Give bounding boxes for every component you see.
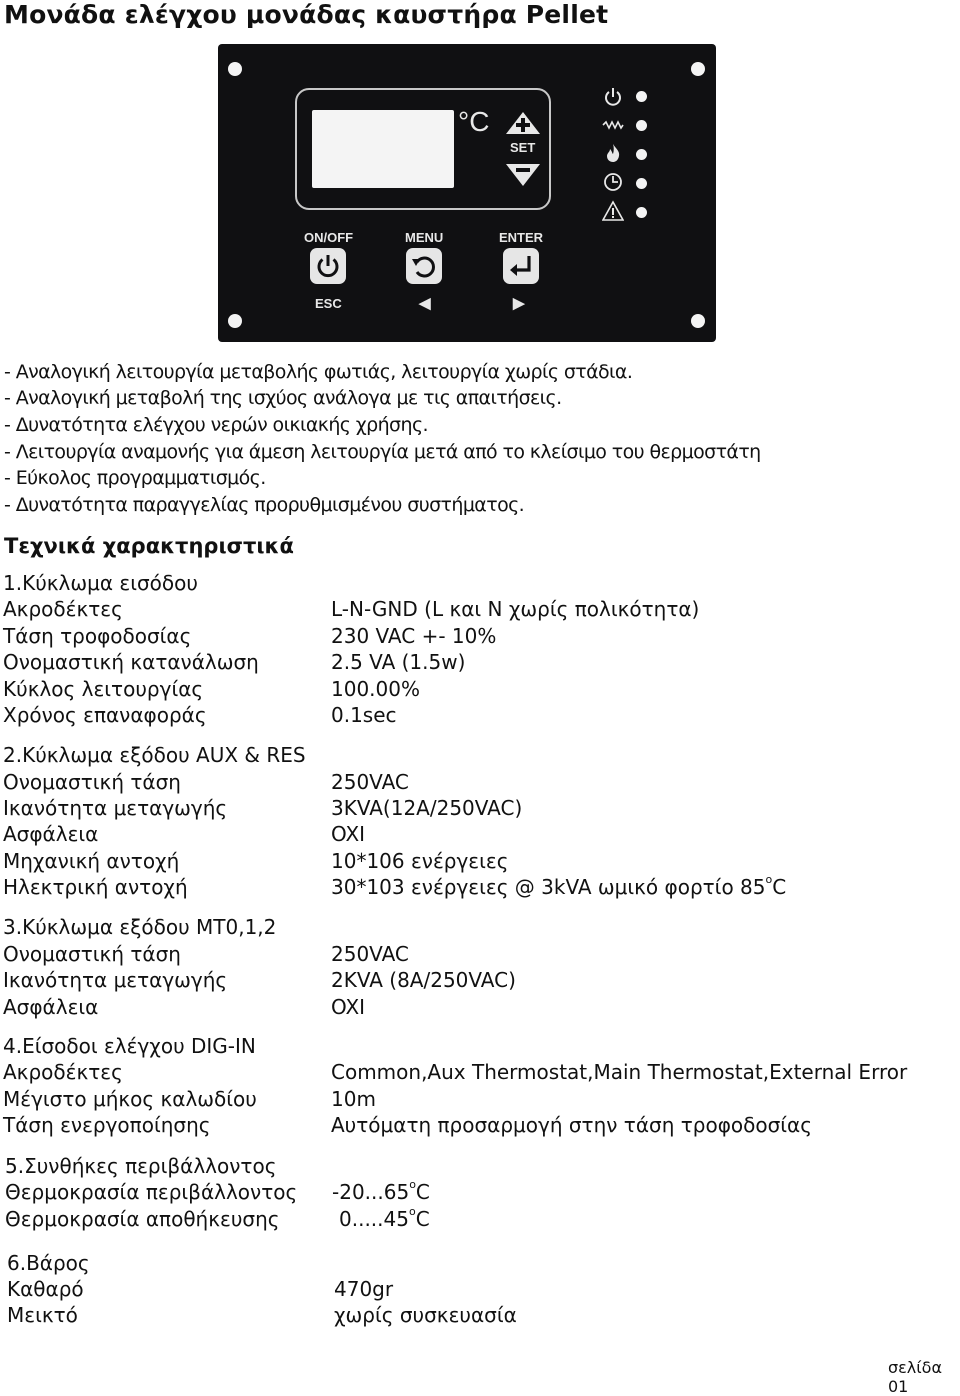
spec-label: Ικανότητα μεταγωγής <box>3 796 228 820</box>
enter-label: ENTER <box>499 230 544 245</box>
clock-icon <box>602 171 624 193</box>
feature-item: - Εύκολος προγραμματισμός. <box>4 467 266 489</box>
indicator-led <box>636 149 647 160</box>
right-arrow-icon: ▶ <box>513 295 525 312</box>
spec-value: 100.00% <box>331 677 420 701</box>
page-number: σελίδα 01 <box>888 1358 943 1396</box>
spec-label: Τάση τροφοδοσίας <box>3 624 192 648</box>
flame-icon <box>602 142 624 164</box>
spec-value <box>331 875 786 899</box>
spec-value: 0.1sec <box>331 703 397 727</box>
feature-item: - Αναλογική μεταβολή της ισχύος ανάλογα με τις απαιτήσεις. <box>4 387 562 409</box>
controller-panel <box>218 44 716 342</box>
spec-label: Ακροδέκτες <box>3 597 123 621</box>
lcd-display <box>312 110 454 188</box>
spec-label: Ονομαστική τάση <box>3 942 181 966</box>
mount-hole <box>691 62 705 76</box>
esc-label: ESC <box>315 296 342 311</box>
section-heading: 1.Κύκλωμα εισόδου <box>3 571 198 595</box>
page-title: Μονάδα ελέγχου μονάδας καυστήρα Pellet <box>4 0 609 29</box>
indicator-led <box>636 207 647 218</box>
spec-label: Τάση ενεργοποίησης <box>3 1113 211 1137</box>
spec-label: Ονομαστική τάση <box>3 770 181 794</box>
power-icon <box>310 248 346 284</box>
mount-hole <box>691 314 705 328</box>
enter-icon <box>503 248 539 284</box>
unit-suffix: C <box>772 875 787 899</box>
spec-value: 2.5 VA (1.5w) <box>331 650 466 674</box>
spec-value <box>339 1207 430 1231</box>
left-arrow-icon: ◀ <box>419 295 431 312</box>
unit-label: °C <box>458 106 490 137</box>
section-heading: 6.Βάρος <box>7 1251 90 1275</box>
feature-item: - Δυνατότητα ελέγχου νερών οικιακής χρήσης. <box>4 414 428 436</box>
onoff-label: ON/OFF <box>304 230 354 245</box>
spec-value: Common,Aux Thermostat,Main Thermostat,External Error <box>331 1060 908 1084</box>
unit-suffix: C <box>415 1180 430 1204</box>
spec-label: Ασφάλεια <box>3 822 99 846</box>
spec-value-text: -20...65 <box>332 1180 410 1204</box>
spec-value <box>332 1180 430 1204</box>
spec-value: 250VAC <box>331 770 409 794</box>
set-label: SET <box>510 140 536 155</box>
minus-icon[interactable] <box>506 164 540 186</box>
spec-label: Χρόνος επαναφοράς <box>3 703 207 727</box>
heater-icon <box>602 114 624 136</box>
warning-icon <box>602 200 624 222</box>
spec-label: Μηχανική αντοχή <box>3 849 180 873</box>
spec-value: Αυτόματη προσαρμογή στην τάση τροφοδοσίας <box>331 1113 812 1137</box>
spec-label: Ακροδέκτες <box>3 1060 123 1084</box>
spec-value: OXI <box>331 995 366 1019</box>
onoff-button[interactable] <box>310 248 346 284</box>
spec-label: Θερμοκρασία αποθήκευσης <box>5 1207 280 1231</box>
spec-label: Ασφάλεια <box>3 995 99 1019</box>
spec-value: 250VAC <box>331 942 409 966</box>
power-icon <box>602 86 624 108</box>
spec-label: Μέγιστο μήκος καλωδίου <box>3 1087 257 1111</box>
spec-value: 230 VAC +- 10% <box>331 624 497 648</box>
feature-item: - Λειτουργία αναμονής για άμεση λειτουργία μετά από το κλείσιμο του θερμοστάτη <box>4 441 761 463</box>
unit-suffix: C <box>415 1207 430 1231</box>
enter-button[interactable] <box>503 248 539 284</box>
spec-value-text: 30*103 ενέργειες @ 3kVA ωμικό φορτίο 85 <box>331 875 766 899</box>
spec-label: Κύκλος λειτουργίας <box>3 677 204 701</box>
spec-label: Ονομαστική κατανάλωση <box>3 650 259 674</box>
spec-value: 2KVA (8A/250VAC) <box>331 968 516 992</box>
menu-button[interactable] <box>406 248 442 284</box>
spec-value: 470gr <box>334 1277 394 1301</box>
degree-sup: o <box>408 1205 416 1218</box>
indicator-led <box>636 91 647 102</box>
undo-icon <box>406 248 442 284</box>
degree-sup: o <box>409 1178 416 1191</box>
mount-hole <box>228 62 242 76</box>
spec-label: Ηλεκτρική αντοχή <box>3 875 188 899</box>
plus-icon[interactable] <box>506 112 540 134</box>
spec-label: Ικανότητα μεταγωγής <box>3 968 228 992</box>
spec-value: L-N-GND (L και N χωρίς πολικότητα) <box>331 597 700 621</box>
indicator-led <box>636 178 647 189</box>
section-heading: 3.Κύκλωμα εξόδου MT0,1,2 <box>3 915 277 939</box>
section-heading: 2.Κύκλωμα εξόδου AUX & RES <box>3 743 306 767</box>
spec-value: 10m <box>331 1087 376 1111</box>
spec-label: Θερμοκρασία περιβάλλοντος <box>5 1180 298 1204</box>
mount-hole <box>228 314 242 328</box>
feature-item: - Δυνατότητα παραγγελίας προρυθμισμένου συστήματος. <box>4 494 525 516</box>
spec-value: OXI <box>331 822 366 846</box>
feature-item: - Αναλογική λειτουργία μεταβολής φωτιάς, λειτουργία χωρίς στάδια. <box>4 361 633 383</box>
spec-label: Καθαρό <box>7 1277 84 1301</box>
specs-title: Τεχνικά χαρακτηριστικά <box>4 534 294 558</box>
section-heading: 5.Συνθήκες περιβάλλοντος <box>5 1154 277 1178</box>
section-heading: 4.Είσοδοι ελέγχου DIG-IN <box>3 1034 256 1058</box>
indicator-led <box>636 120 647 131</box>
spec-label: Μεικτό <box>7 1303 78 1327</box>
spec-value: 10*106 ενέργειες <box>331 849 509 873</box>
spec-value-text: 0.....45 <box>339 1207 409 1231</box>
spec-value: 3KVA(12A/250VAC) <box>331 796 523 820</box>
degree-sup: o <box>765 873 773 886</box>
menu-label: MENU <box>405 230 444 245</box>
spec-value: χωρίς συσκευασία <box>334 1303 517 1327</box>
